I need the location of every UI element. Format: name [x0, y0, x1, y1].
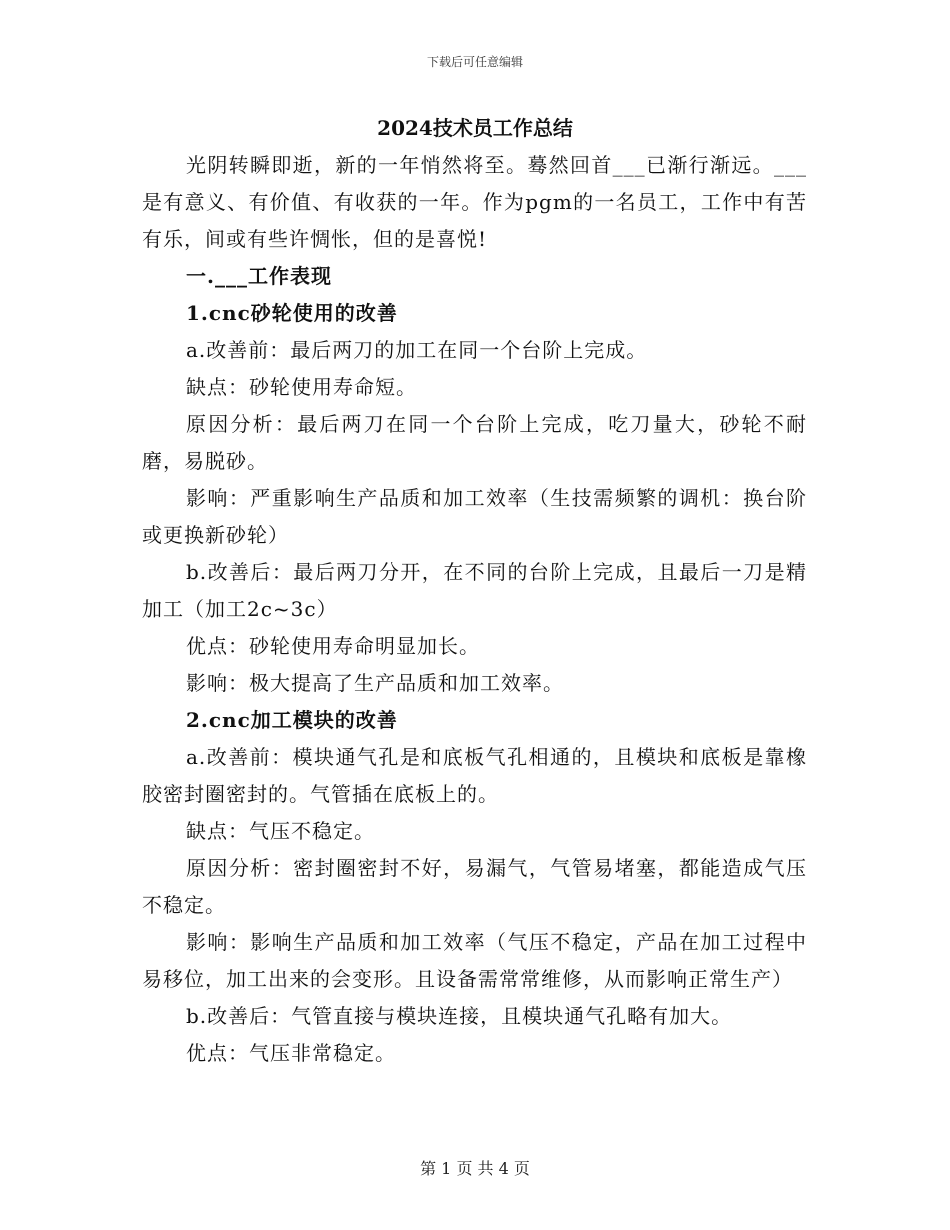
paragraph: 影响：严重影响生产品质和加工效率（生技需频繁的调机：换台阶或更换新砂轮）: [142, 486, 807, 547]
paragraph: 缺点：砂轮使用寿命短。: [186, 375, 417, 399]
paragraph: a.改善前：最后两刀的加工在同一个台阶上完成。: [186, 338, 648, 362]
header-note: 下载后可任意编辑: [426, 55, 523, 69]
paragraph: 优点：砂轮使用寿命明显加长。: [186, 634, 480, 658]
document-title: 2024技术员工作总结: [377, 116, 573, 140]
paragraph-intro: 光阴转瞬即逝，新的一年悄然将至。蓦然回首___已渐行渐远。___是有意义、有价值、有收获的一年。作为pgm的一名员工，工作中有苦有乐，间或有些许惆怅，但的是喜悦!: [142, 153, 807, 251]
paragraph: 原因分析：密封圈密封不好，易漏气，气管易堵塞，都能造成气压不稳定。: [142, 856, 807, 917]
paragraph: 缺点：气压不稳定。: [186, 819, 375, 843]
subsection-heading: 1.cnc砂轮使用的改善: [186, 301, 398, 325]
paragraph: 影响：影响生产品质和加工效率（气压不稳定，产品在加工过程中易移位，加工出来的会变形。且设备需常常维修，从而影响正常生产）: [142, 930, 807, 991]
page-number: 第 1 页 共 4 页: [420, 1159, 530, 1178]
section-heading: 一.___工作表现: [186, 264, 332, 288]
paragraph: b.改善后：最后两刀分开，在不同的台阶上完成，且最后一刀是精加工（加工2c~3c）: [142, 560, 807, 621]
paragraph: 优点：气压非常稳定。: [186, 1041, 396, 1065]
subsection-heading: 2.cnc加工模块的改善: [186, 708, 398, 732]
paragraph: a.改善前：模块通气孔是和底板气孔相通的，且模块和底板是靠橡胶密封圈密封的。气管插在底板上的。: [142, 745, 807, 806]
document-body: [142, 147, 807, 1072]
paragraph: 影响：极大提高了生产品质和加工效率。: [186, 671, 564, 695]
paragraph: 原因分析：最后两刀在同一个台阶上完成，吃刀量大，砂轮不耐磨，易脱砂。: [142, 412, 807, 473]
paragraph: b.改善后：气管直接与模块连接，且模块通气孔略有加大。: [186, 1004, 733, 1028]
